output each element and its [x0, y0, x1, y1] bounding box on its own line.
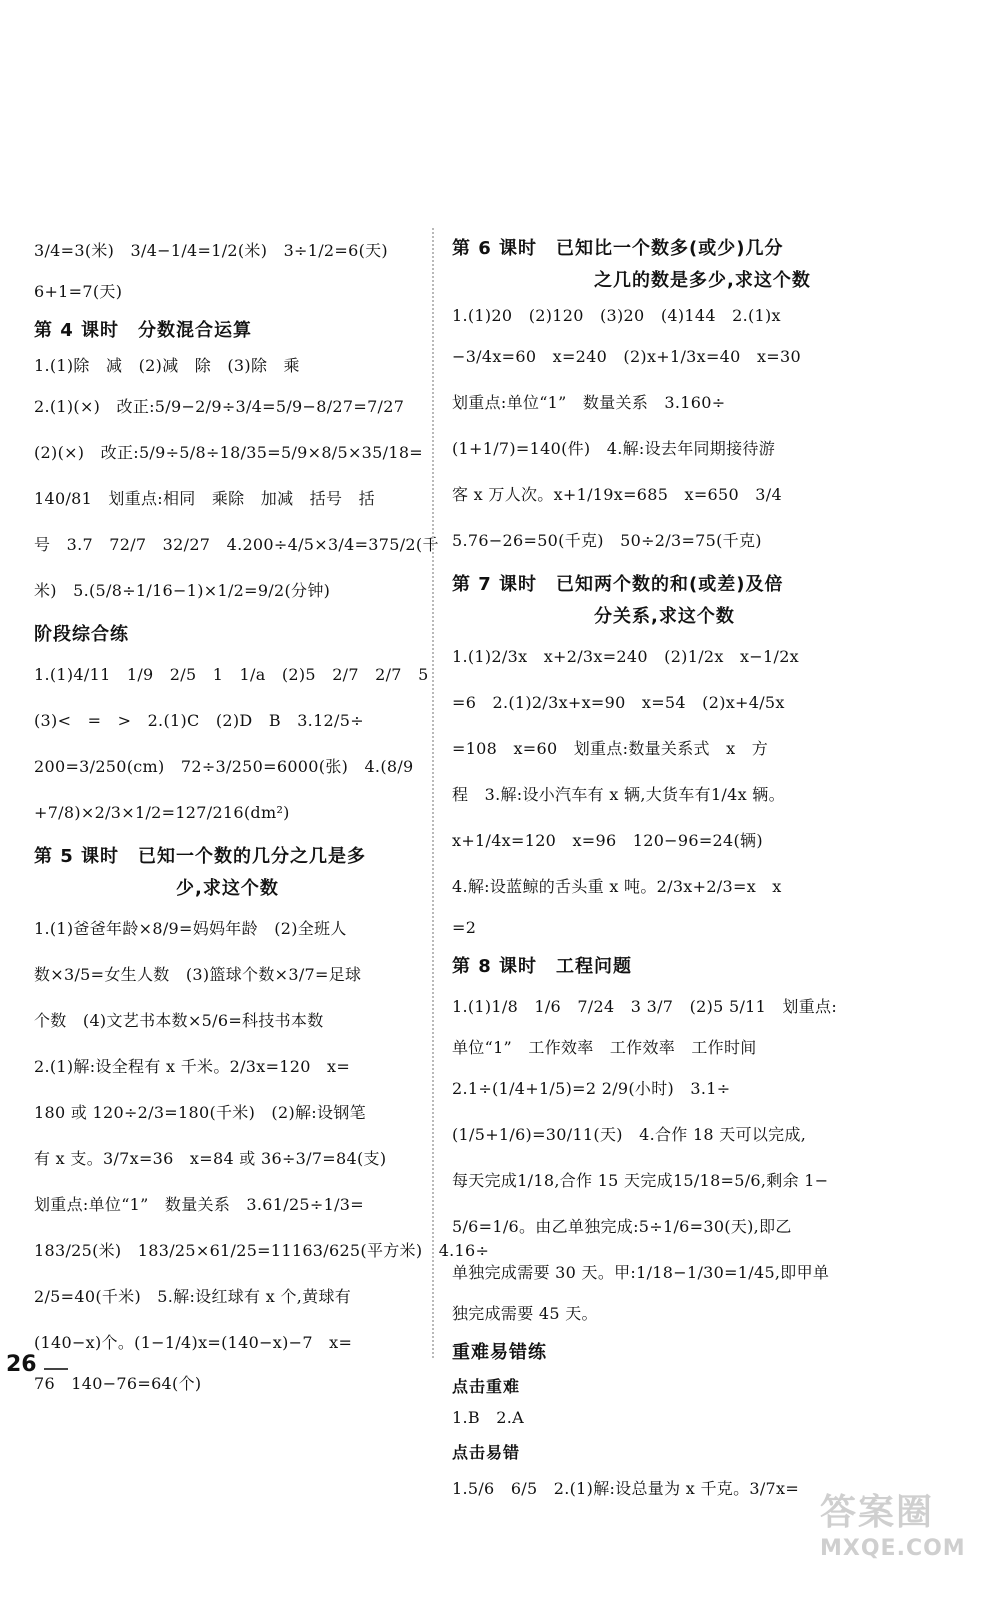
watermark-mark: 答案圈 — [820, 1492, 935, 1533]
answer-line: x+1/4x=120 x=96 120−96=24(辆) — [452, 831, 763, 850]
answer-line: 独完成需要 45 天。 — [452, 1304, 598, 1323]
section-heading: 第 8 课时 工程问题 — [452, 956, 633, 977]
answer-line: 米) 5.(5/8÷1/16−1)×1/2=9/2(分钟) — [34, 581, 331, 600]
answer-line: 单独完成需要 30 天。甲:1/18−1/30=1/45,即甲单 — [452, 1263, 830, 1282]
section-heading: 重难易错练 — [452, 1342, 547, 1363]
answer-line: 5/6=1/6。由乙单独完成:5÷1/6=30(天),即乙 — [452, 1217, 792, 1236]
answer-line: 4.解:设蓝鲸的舌头重 x 吨。2/3x+2/3=x x — [452, 877, 782, 896]
answer-line: 76 140−76=64(个) — [34, 1374, 202, 1393]
answer-line: 1.(1)4/11 1/9 2/5 1 1/a (2)5 2/7 2/7 5 — [34, 665, 429, 684]
answer-line: 1.B 2.A — [452, 1408, 524, 1427]
answer-line: −3/4x=60 x=240 (2)x+1/3x=40 x=30 — [452, 347, 801, 366]
answer-line: 数×3/5=女生人数 (3)篮球个数×3/7=足球 — [34, 965, 362, 984]
answer-line: 划重点:单位“1” 数量关系 3.61/25÷1/3= — [34, 1195, 364, 1214]
answer-line: 单位“1” 工作效率 工作效率 工作时间 — [452, 1038, 757, 1057]
right-column — [452, 228, 837, 1512]
answer-line: 180 或 120÷2/3=180(千米) (2)解:设钢笔 — [34, 1103, 366, 1122]
section-heading: 第 5 课时 已知一个数的几分之几是多 — [34, 846, 367, 867]
answer-line: 1.(1)爸爸年龄×8/9=妈妈年龄 (2)全班人 — [34, 919, 347, 938]
answer-line: 2.(1)(×) 改正:5/9−2/9÷3/4=5/9−8/27=7/27 — [34, 397, 405, 416]
answer-line: (140−x)个。(1−1/4)x=(140−x)−7 x= — [34, 1333, 353, 1352]
answer-line: =108 x=60 划重点:数量关系式 x 方 — [452, 739, 769, 758]
answer-line: 2.1÷(1/4+1/5)=2 2/9(小时) 3.1÷ — [452, 1079, 731, 1098]
answer-line: 每天完成1/18,合作 15 天完成15/18=5/6,剩余 1− — [452, 1171, 829, 1190]
answer-line: +7/8)×2/3×1/2=127/216(dm²) — [34, 803, 290, 822]
section-heading: 第 4 课时 分数混合运算 — [34, 320, 253, 341]
answer-line: 有 x 支。3/7x=36 x=84 或 36÷3/7=84(支) — [34, 1149, 387, 1168]
answer-line: 3/4=3(米) 3/4−1/4=1/2(米) 3÷1/2=6(天) — [34, 241, 388, 260]
answer-line: 个数 (4)文艺书本数×5/6=科技书本数 — [34, 1011, 324, 1030]
answer-line: (1+1/7)=140(件) 4.解:设去年同期接待游 — [452, 439, 776, 458]
section-heading: 第 7 课时 已知两个数的和(或差)及倍 — [452, 574, 784, 595]
answer-line: 1.(1)2/3x x+2/3x=240 (2)1/2x x−1/2x — [452, 647, 799, 666]
subsection-heading: 点击易错 — [452, 1442, 521, 1462]
section-heading-continued: 分关系,求这个数 — [594, 606, 735, 627]
answer-line: 程 3.解:设小汽车有 x 辆,大货车有1/4x 辆。 — [452, 785, 785, 804]
answer-line: 2.(1)解:设全程有 x 千米。2/3x=120 x= — [34, 1057, 351, 1076]
answer-line: =6 2.(1)2/3x+x=90 x=54 (2)x+4/5x — [452, 693, 785, 712]
page-number-rule — [44, 1368, 68, 1370]
section-heading: 阶段综合练 — [34, 624, 129, 645]
subsection-heading: 点击重难 — [452, 1376, 521, 1396]
answer-line: 号 3.7 72/7 32/27 4.200÷4/5×3/4=375/2(千 — [34, 535, 439, 554]
answer-line: (3)< = > 2.(1)C (2)D B 3.12/5÷ — [34, 711, 364, 730]
answer-line: 6+1=7(天) — [34, 282, 123, 301]
watermark-logo — [820, 1490, 970, 1582]
answer-line: =2 — [452, 918, 477, 937]
answer-line: 1.(1)1/8 1/6 7/24 3 3/7 (2)5 5/11 划重点: — [452, 997, 838, 1016]
answer-line: 1.5/6 6/5 2.(1)解:设总量为 x 千克。3/7x= — [452, 1479, 800, 1498]
answer-line: 客 x 万人次。x+1/19x=685 x=650 3/4 — [452, 485, 782, 504]
answer-line: 1.(1)除 减 (2)减 除 (3)除 乘 — [34, 356, 300, 375]
column-divider — [432, 228, 434, 1358]
watermark-url: MXQE.COM — [820, 1536, 966, 1561]
answer-line: 200=3/250(cm) 72÷3/250=6000(张) 4.(8/9 — [34, 757, 414, 776]
answer-line: 划重点:单位“1” 数量关系 3.160÷ — [452, 393, 726, 412]
section-heading-continued: 之几的数是多少,求这个数 — [594, 270, 811, 291]
answer-line: 140/81 划重点:相同 乘除 加减 括号 括 — [34, 489, 375, 508]
answer-line: 2/5=40(千米) 5.解:设红球有 x 个,黄球有 — [34, 1287, 352, 1306]
answer-line: 1.(1)20 (2)120 (3)20 (4)144 2.(1)x — [452, 306, 781, 325]
answer-line: 183/25(米) 183/25×61/25=11163/625(平方米) 4.16÷ — [34, 1241, 490, 1260]
answer-line: 5.76−26=50(千克) 50÷2/3=75(千克) — [452, 531, 762, 550]
page-number: 26 — [6, 1352, 37, 1377]
answer-line: (2)(×) 改正:5/9÷5/8÷18/35=5/9×8/5×35/18= — [34, 443, 424, 462]
section-heading: 第 6 课时 已知比一个数多(或少)几分 — [452, 238, 784, 259]
answer-line: (1/5+1/6)=30/11(天) 4.合作 18 天可以完成, — [452, 1125, 807, 1144]
section-heading-continued: 少,求这个数 — [176, 878, 279, 899]
